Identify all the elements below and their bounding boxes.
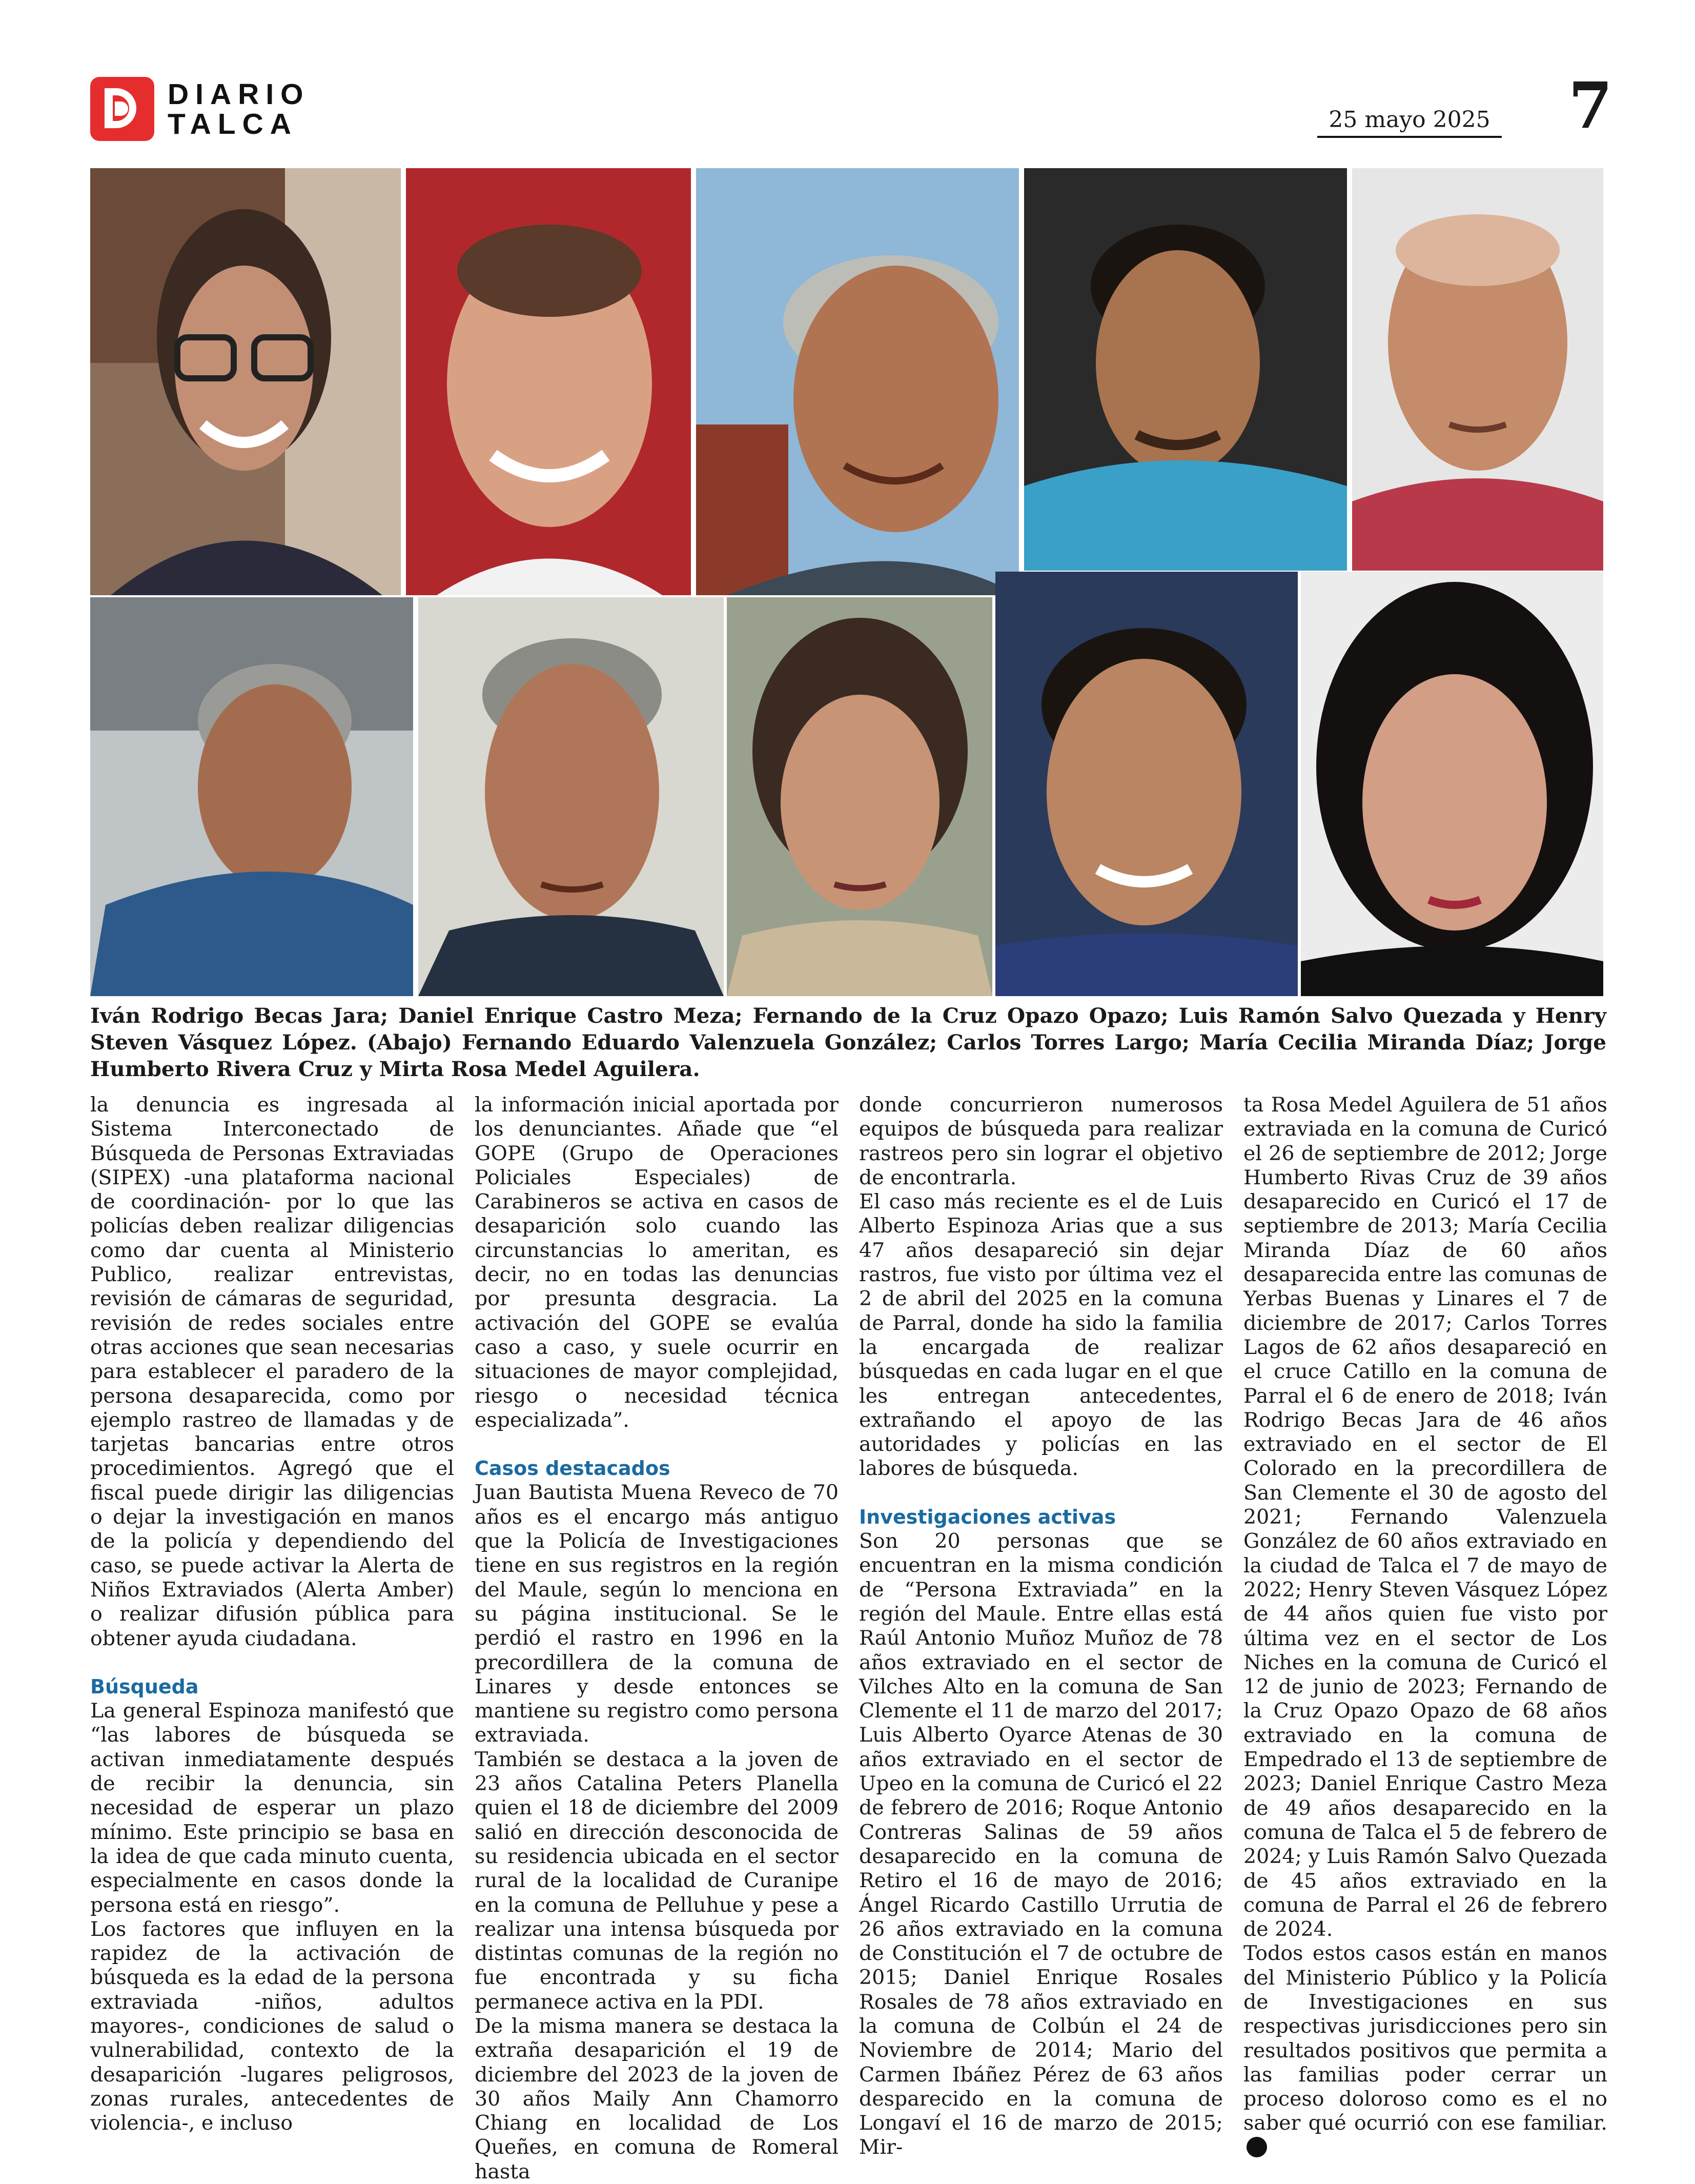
page-number: 7 <box>1568 69 1613 143</box>
diario-talca-logo <box>90 77 310 141</box>
diario-talca-logo-icon <box>90 77 154 141</box>
brand-name <box>168 79 310 139</box>
photo-caption: Iván Rodrigo Becas Jara; Daniel Enrique Castro Meza; Fernando de la Cruz Opazo Opazo; Luis Ramón Salvo Quezada y Henry Steven Vásquez López. (Abajo) Fernando Eduardo Valenzuela González; Carlos Torres Largo; María Cecilia Miranda Díaz; Jorge Humberto Rivera Cruz y Mirta Rosa Medel Aguilera. <box>90 1003 1606 1081</box>
photo-carlos-torres <box>418 597 724 996</box>
brand-line-1: DIARIO <box>168 77 310 111</box>
paragraph: También se destaca a la joven de 23 años Catalina Peters Planella quien el 18 de diciembre del 2009 salió en dirección desconocida de su residencia ubicada en el sector rural de la localidad de Curanipe en la comuna de Pelluhue y pese a realizar una intensa búsqueda por distintas comunas de la región no fue encontrada y su ficha permanece activa en la PDI. <box>475 1747 839 2014</box>
paragraph: El caso más reciente es el de Luis Alberto Espinoza Arias que a sus 47 años desapareció sin dejar rastros, fue visto por última vez el 2 de abril del 2025 en la comuna de Parral, donde ha sido la familia la encargada de realizar búsquedas en cada lugar en el que les entregan antecedentes, extrañando el apoyo de las autoridades y policías en las labores de búsqueda. <box>859 1190 1223 1481</box>
photo-fernando-valenzuela <box>90 597 413 996</box>
closing-paragraph-text: Todos estos casos están en manos del Ministerio Público y la Policía de Investigaciones en sus respectivas jurisdicciones pero sin resultados positivos que permita a las familias poder cerrar un proceso doloroso como es el no saber qué ocurrió con ese familiar. <box>1243 1942 1607 2135</box>
paragraph: La general Espinoza manifestó que “las labores de búsqueda se activan inmediatamente después de recibir la denuncia, sin necesidad de esperar un plazo mínimo. Este principio se basa en la idea de que cada minuto cuenta, especialmente en casos donde la persona está en riesgo”. <box>90 1699 454 1917</box>
article-column-2 <box>475 1093 839 2184</box>
paragraph: donde concurrieron numerosos equipos de búsqueda para realizar rastreos pero sin lograr el objetivo de encontrarla. <box>859 1093 1223 1189</box>
paragraph: ta Rosa Medel Aguilera de 51 años extraviada en la comuna de Curicó el 26 de septiembre de 2012; Jorge Humberto Rivas Cruz de 39 años desaparecido en Curicó el 17 de septiembre de 2013; María Cecilia Miranda Díaz de 60 años desaparecida entre las comunas de Yerbas Buenas y Linares el 7 de diciembre de 2017; Carlos Torres Lagos de 62 años desapareció en el cruce Catillo en la comuna de Parral el 6 de enero de 2018; Iván Rodrigo Becas Jara de 46 años extraviado en el sector de El Colorado en la precordillera de San Clemente el 30 de agosto del 2021; Fernando Valenzuela González de 60 años extraviado en la ciudad de Talca el 7 de mayo de 2022; Henry Steven Vásquez López de 44 años quien fue visto por última vez en el sector de Los Niches en la comuna de Curicó el 12 de junio de 2023; Fernando de la Cruz Opazo Opazo de 68 años extraviado en la comuna de Empedrado el 13 de septiembre de 2023; Daniel Enrique Castro Meza de 49 años desaparecido en la comuna de Talca el 5 de febrero de 2024; y Luis Ramón Salvo Quezada de 45 años extraviado en la comuna de Parral el 26 de febrero de 2024. <box>1243 1093 1607 1942</box>
photo-luis-salvo <box>1024 168 1347 571</box>
photo-maria-miranda <box>727 597 992 996</box>
photo-mirta-medel <box>1301 572 1603 996</box>
paragraph: la información inicial aportada por los denunciantes. Añade que “el GOPE (Grupo de Operaciones Policiales Especiales) de Carabineros se activa en casos de desaparición solo cuando las circunstancias lo ameritan, es decir, no en todas las denuncias por presunta desgracia. La activación del GOPE se evalúa caso a caso, y suele ocurrir en situaciones de mayor complejidad, riesgo o necesidad técnica especializada”. <box>475 1093 839 1432</box>
paragraph: Son 20 personas que se encuentran en la misma condición de “Persona Extraviada” en la región del Maule. Entre ellas está Raúl Antonio Muñoz Muñoz de 78 años extraviado en el sector de Vilches Alto en la comuna de San Clemente el 11 de marzo del 2017; Luis Alberto Oyarce Atenas de 30 años extraviado en el sector de Upeo en la comuna de Curicó el 22 de febrero de 2016; Roque Antonio Contreras Salinas de 59 años desaparecido en la comuna de Retiro el 16 de mayo de 2016; Ángel Ricardo Castillo Urrutia de 26 años extraviado en la comuna de Constitución el 7 de octubre de 2015; Daniel Enrique Rosales Rosales de 78 años extraviado en la comuna de Colbún el 24 de Noviembre de 2014; Mario del Carmen Ibáñez Pérez de 63 años desparecido en la comuna de Longaví el 16 de marzo de 2015; Mir- <box>859 1529 1223 2159</box>
subhead-casos-destacados: Casos destacados <box>475 1457 670 1480</box>
paragraph: Juan Bautista Muena Reveco de 70 años es el encargo más antiguo que la Policía de Investigaciones tiene en sus registros en la región del Maule, según lo menciona en su página institucional. Se le perdió el rastro en 1996 en la precordillera de la comuna de Linares y desde entonces se mantiene su registro como persona extraviada. <box>475 1481 839 1747</box>
paragraph: Los factores que influyen en la rapidez de la activación de búsqueda es la edad de la persona extraviada -niños, adultos mayores-, condiciones de salud o vulnerabilidad, contexto de la desaparición -lugares peligrosos, zonas rurales, antecedentes de violencia-, e incluso <box>90 1917 454 2135</box>
photo-jorge-rivera <box>995 572 1298 996</box>
photo-daniel-castro <box>406 168 691 595</box>
paragraph <box>1243 1942 1607 2160</box>
paragraph: De la misma manera se destaca la extraña desaparición el 19 de diciembre del 2023 de la joven de 30 años Maily Ann Chamorro Chiang en localidad de Los Queñes, en comuna de Romeral hasta <box>475 2014 839 2183</box>
article-column-3 <box>859 1093 1223 2160</box>
photo-fernando-opazo <box>696 168 1019 595</box>
photo-henry-vasquez <box>1352 168 1603 571</box>
paragraph: la denuncia es ingresada al Sistema Interconectado de Búsqueda de Personas Extraviadas (SIPEX) -una plataforma nacional de coordinación- por lo que las policías deben realizar diligencias como dar cuenta al Ministerio Publico, realizar entrevistas, revisión de cámaras de seguridad, revisión de redes sociales entre otras acciones que sean necesarias para establecer el paradero de la persona desaparecida, como por ejemplo rastreo de llamadas y de tarjetas bancarias entre otros procedimientos. Agregó que el fiscal puede dirigir las diligencias o dejar la investigación en manos de la policía y dependiendo del caso, se puede activar la Alerta de Niños Extraviados (Alerta Amber) o realizar difusión pública para obtener ayuda ciudadana. <box>90 1093 454 1650</box>
article-column-1 <box>90 1093 454 2135</box>
brand-line-2: TALCA <box>168 107 298 140</box>
issue-date: 25 mayo 2025 <box>1317 107 1502 138</box>
end-mark-icon <box>1247 2137 1267 2157</box>
subhead-investigaciones-activas: Investigaciones activas <box>859 1505 1116 1528</box>
photo-ivan-becas <box>90 168 401 595</box>
article-column-4 <box>1243 1093 1607 2160</box>
subhead-busqueda: Búsqueda <box>90 1675 199 1698</box>
